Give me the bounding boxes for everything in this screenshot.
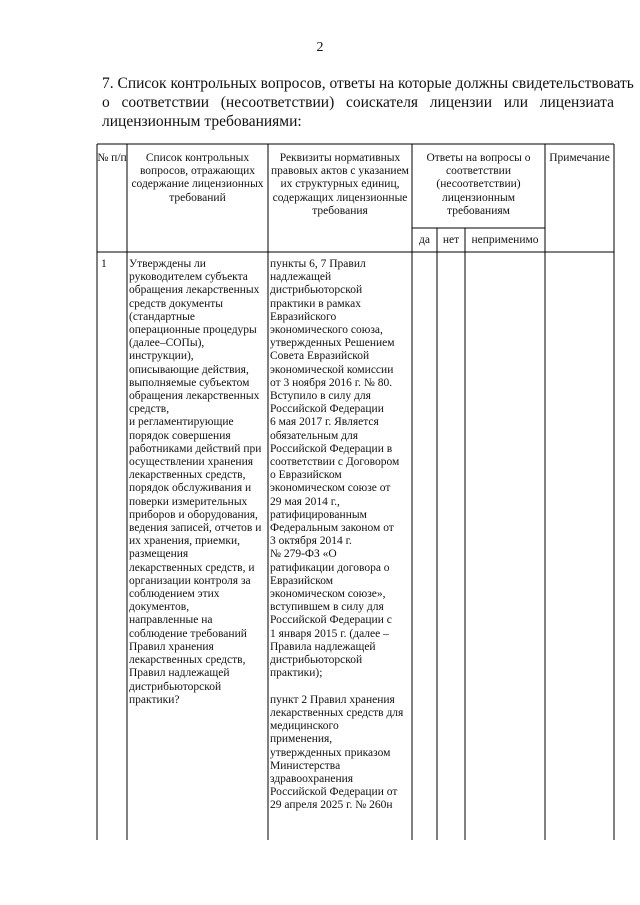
text-line: обращения лекарственных	[129, 390, 260, 403]
requisites-text	[270, 258, 415, 813]
text-line	[270, 681, 415, 694]
text-line: осуществлении хранения	[129, 456, 254, 469]
text-line: Российской Федерации от	[270, 786, 398, 799]
text-line: работниками действий при	[129, 442, 262, 455]
heading-line-1: 7. Список контрольных вопросов, ответы на которые должны свидетельствовать	[102, 75, 634, 92]
question-text	[129, 258, 269, 707]
text-line: Вступило в силу для	[270, 390, 371, 403]
text-line: дистрибьюторской	[129, 680, 222, 693]
text-line: пункты 6, 7 Правил	[270, 258, 366, 270]
text-line: пункт 2 Правил хранения	[270, 693, 395, 706]
text-line: операционные процедуры	[129, 324, 257, 337]
text-line: Министерства	[270, 759, 341, 772]
text-line: лекарственных средств,	[129, 654, 246, 667]
text-line: средств документы	[129, 297, 224, 310]
text-line: от 3 ноября 2016 г. № 80.	[270, 376, 393, 389]
text-line: 1 января 2015 г. (далее –	[270, 627, 389, 640]
header-requisites: Реквизиты нормативных правовых актов с указанием их структурных единиц, содержащих лицензионные требования	[271, 152, 409, 217]
header-answers: Ответы на вопросы о соответствии (несоответствии) лицензионным требованиям	[426, 152, 531, 217]
text-line: утвержденных приказом	[270, 746, 391, 759]
text-line: Российской Федерации в	[270, 442, 393, 455]
text-line: экономическом союзе от	[270, 482, 391, 495]
heading-line-2: о соответствии (несоответствии) соискателя лицензии или лицензиата	[102, 94, 614, 111]
text-line: соответствии с Договором	[270, 456, 400, 469]
text-line: практики?	[129, 693, 180, 706]
text-line: (далее–СОПы),	[129, 337, 205, 350]
text-line: дистрибьюторской	[270, 284, 363, 297]
text-line: ратификации договора о	[270, 561, 390, 574]
text-line: Правил хранения	[129, 640, 214, 653]
text-line: организации контроля за	[129, 574, 251, 587]
text-line: дистрибьюторской	[270, 654, 363, 667]
text-line: лекарственных средств для	[270, 706, 404, 719]
text-line: приборов и оборудования,	[129, 508, 258, 521]
text-line: утвержденных Решением	[270, 337, 395, 350]
text-line: Федеральным законом от	[270, 522, 394, 535]
text-line: (стандартные	[129, 310, 195, 323]
text-line: обязательным для	[270, 429, 358, 442]
page-number: 2	[316, 40, 324, 55]
text-line: размещения	[129, 548, 189, 561]
text-line: соблюдение требований	[129, 627, 247, 640]
row-number: 1	[101, 258, 107, 270]
text-line: 3 октября 2014 г.	[270, 535, 352, 548]
text-line: 29 мая 2014 г.,	[270, 495, 340, 508]
text-line: инструкции),	[129, 350, 194, 363]
text-line: порядок обслуживания и	[129, 482, 252, 495]
text-line: практики в рамках	[270, 297, 361, 310]
text-line: экономического союза,	[270, 324, 383, 337]
text-line: здравоохранения	[270, 772, 354, 785]
text-line: ведения записей, отчетов и	[129, 522, 262, 535]
text-line: экономическом союзе»,	[270, 588, 386, 601]
header-answer-na: неприменимо	[471, 234, 539, 246]
text-line: Евразийского	[270, 310, 337, 323]
text-line: экономической комиссии	[270, 363, 394, 376]
header-answer-no: нет	[442, 234, 460, 246]
text-line: соблюдением этих	[129, 588, 220, 601]
text-line: Совета Евразийской	[270, 350, 370, 363]
header-questions: Список контрольных вопросов, отражающих содержание лицензионных требований	[131, 152, 264, 204]
text-line: Российской Федерации	[270, 403, 384, 416]
text-line: Утверждены ли	[129, 258, 206, 270]
text-line: руководителем субъекта	[129, 271, 248, 284]
text-line: лекарственных средств,	[129, 469, 246, 482]
text-line: и регламентирующие	[129, 416, 234, 429]
header-notes: Примечание	[549, 152, 610, 164]
header-answer-yes: да	[419, 234, 430, 246]
text-line: лекарственных средств, и	[129, 561, 255, 574]
text-line: ратифицированным	[270, 508, 367, 521]
text-line: надлежащей	[270, 271, 332, 284]
text-line: 29 апреля 2025 г. № 260н	[270, 799, 393, 812]
text-line: порядок совершения	[129, 429, 231, 442]
section-heading	[102, 74, 634, 131]
text-line: Евразийском	[270, 574, 334, 587]
text-line: практики);	[270, 667, 323, 680]
text-line: документов,	[129, 601, 190, 614]
text-line: направленные на	[129, 614, 213, 627]
heading-line-3: лицензионным требованиями:	[102, 113, 302, 130]
text-line: Российской Федерации с	[270, 614, 392, 627]
text-line: описывающие действия,	[129, 363, 249, 376]
text-line: средств,	[129, 403, 170, 416]
text-line: поверки измерительных	[129, 495, 248, 508]
text-line: их хранения, приемки,	[129, 535, 241, 548]
text-line: Правила надлежащей	[270, 640, 376, 653]
text-line: 6 мая 2017 г. Является	[270, 416, 379, 429]
text-line: о Евразийском	[270, 469, 342, 482]
text-line: Правил надлежащей	[129, 667, 230, 680]
text-line: применения,	[270, 733, 333, 746]
text-line: вступившем в силу для	[270, 601, 384, 614]
text-line: № 279-ФЗ «О	[270, 548, 337, 561]
text-line: обращения лекарственных	[129, 284, 260, 297]
text-line: медицинского	[270, 720, 339, 733]
text-line: выполняемые субъектом	[129, 376, 250, 389]
header-number: № п/п	[97, 152, 127, 164]
